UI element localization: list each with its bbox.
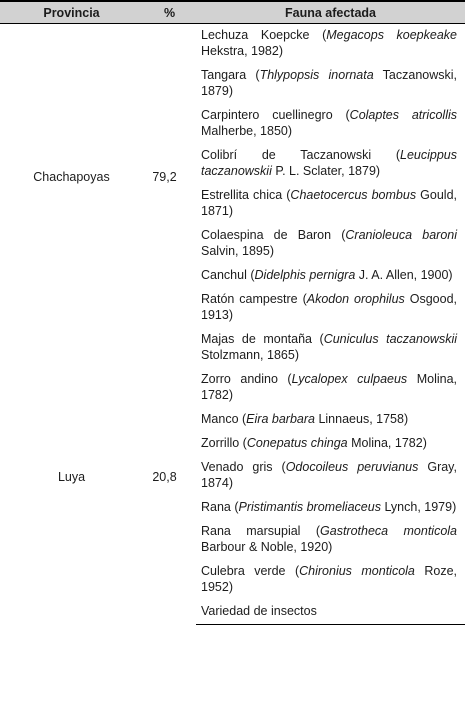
fauna-scientific-name: Cranioleuca baroni (345, 228, 457, 242)
fauna-scientific-name: Eira barbara (246, 412, 315, 426)
fauna-cell: Zorrillo (Conepatus chinga Molina, 1782) (201, 436, 427, 450)
fauna-scientific-name: Chaetocercus bombus (290, 188, 417, 202)
fauna-common-name: Zorro andino (201, 372, 278, 386)
fauna-common-name: Culebra verde (201, 564, 286, 578)
fauna-common-name: Venado gris (201, 460, 273, 474)
fauna-authority: Malherbe, 1850 (201, 124, 288, 138)
fauna-scientific-name: Chironius monticola (299, 564, 415, 578)
fauna-authority: Gould, 1871 (201, 188, 458, 218)
fauna-authority: Salvin, 1895 (201, 244, 270, 258)
fauna-authority: Molina, 1782 (201, 372, 457, 402)
fauna-cell: Estrellita chica (Chaetocercus bombus Gould, 1871) (201, 188, 458, 218)
fauna-cell: Colibrí de Taczanowski (Leucippus taczanowskii P. L. Sclater, 1879) (201, 148, 457, 178)
fauna-scientific-name: Odocoileus peruvianus (285, 460, 419, 474)
fauna-scientific-name: Lycalopex culpaeus (291, 372, 408, 386)
fauna-cell: Ratón campestre (Akodon orophilus Osgood, 1913) (201, 292, 457, 322)
header-provincia: Provincia (0, 1, 143, 24)
table-row (0, 24, 465, 66)
fauna-cell: Canchul (Didelphis pernigra J. A. Allen, 1900) (201, 268, 453, 282)
fauna-scientific-name: Akodon orophilus (306, 292, 405, 306)
fauna-authority: P. L. Sclater, 1879 (275, 164, 376, 178)
fauna-authority: Molina, 1782 (351, 436, 423, 450)
table-body (0, 24, 465, 625)
fauna-authority: Barbour & Noble, 1920 (201, 540, 329, 554)
fauna-common-name: Ratón campestre (201, 292, 298, 306)
fauna-cell: Venado gris (Odocoileus peruvianus Gray, 1874) (201, 460, 457, 490)
fauna-authority: Linnaeus, 1758 (318, 412, 404, 426)
fauna-common-name: Majas de montaña (201, 332, 312, 346)
provincia-cell: Chachapoyas (33, 169, 110, 184)
fauna-authority: J. A. Allen, 1900 (358, 268, 449, 282)
fauna-scientific-name: Pristimantis bromeliaceus (238, 500, 381, 514)
fauna-authority: Stolzmann, 1865 (201, 348, 295, 362)
fauna-scientific-name: Didelphis pernigra (254, 268, 356, 282)
fauna-authority: Roze, 1952 (201, 564, 458, 594)
fauna-scientific-name: Gastrotheca monticola (320, 524, 458, 538)
header-fauna-afectada: Fauna afectada (196, 1, 465, 24)
fauna-common-name: Manco (201, 412, 239, 426)
fauna-cell: Majas de montaña (Cuniculus taczanowskii Stolzmann, 1865) (201, 332, 457, 362)
fauna-scientific-name: Conepatus chinga (246, 436, 348, 450)
porcentaje-cell: 79,2 (152, 169, 177, 184)
fauna-cell: Culebra verde (Chironius monticola Roze, 1952) (201, 564, 458, 594)
fauna-common-name: Carpintero cuellinegro (201, 108, 333, 122)
fauna-authority: Taczanowski, 1879 (201, 68, 458, 98)
fauna-scientific-name: Thlypopsis inornata (259, 68, 374, 82)
fauna-cell (196, 601, 465, 625)
fauna-cell: Colaespina de Baron (Cranioleuca baroni Salvin, 1895) (201, 228, 457, 258)
table-row (0, 329, 465, 369)
fauna-scientific-name: Leucippus taczanowskii (201, 148, 457, 178)
fauna-authority: Osgood, 1913 (201, 292, 457, 322)
fauna-cell: Manco (Eira barbara Linnaeus, 1758) (201, 412, 409, 426)
table-header-row (0, 1, 465, 24)
fauna-cell: Lechuza Koepcke (Megacops koepkeake Hekstra, 1982) (201, 28, 457, 58)
fauna-common-name: Variedad de insectos (201, 604, 317, 618)
fauna-cell: Zorro andino (Lycalopex culpaeus Molina, 1782) (201, 372, 457, 402)
fauna-authority: Gray, 1874 (201, 460, 457, 490)
fauna-authority: Lynch, 1979 (384, 500, 453, 514)
fauna-common-name: Colaespina de Baron (201, 228, 332, 242)
fauna-common-name: Lechuza Koepcke (201, 28, 310, 42)
fauna-common-name: Rana marsupial (201, 524, 301, 538)
fauna-cell: Tangara (Thlypopsis inornata Taczanowski, 1879) (201, 68, 458, 98)
fauna-cell: Rana marsupial (Gastrotheca monticola Barbour & Noble, 1920) (201, 524, 458, 554)
fauna-authority: Hekstra, 1982 (201, 44, 279, 58)
fauna-scientific-name: Megacops koepkeake (326, 28, 457, 42)
fauna-cell: Rana (Pristimantis bromeliaceus Lynch, 1979) (201, 500, 457, 514)
provincia-cell: Luya (57, 469, 86, 484)
fauna-common-name: Estrellita chica (201, 188, 283, 202)
fauna-common-name: Zorrillo (201, 436, 240, 450)
fauna-scientific-name: Colaptes atricollis (349, 108, 457, 122)
fauna-common-name: Tangara (201, 68, 247, 82)
fauna-scientific-name: Cuniculus taczanowskii (323, 332, 457, 346)
fauna-common-name: Canchul (201, 268, 247, 282)
fauna-common-name: Rana (201, 500, 231, 514)
fauna-cell: Carpintero cuellinegro (Colaptes atricollis Malherbe, 1850) (201, 108, 457, 138)
porcentaje-cell: 20,8 (152, 469, 177, 484)
fauna-common-name: Colibrí de Taczanowski (201, 148, 372, 162)
header-porcentaje: % (143, 1, 196, 24)
